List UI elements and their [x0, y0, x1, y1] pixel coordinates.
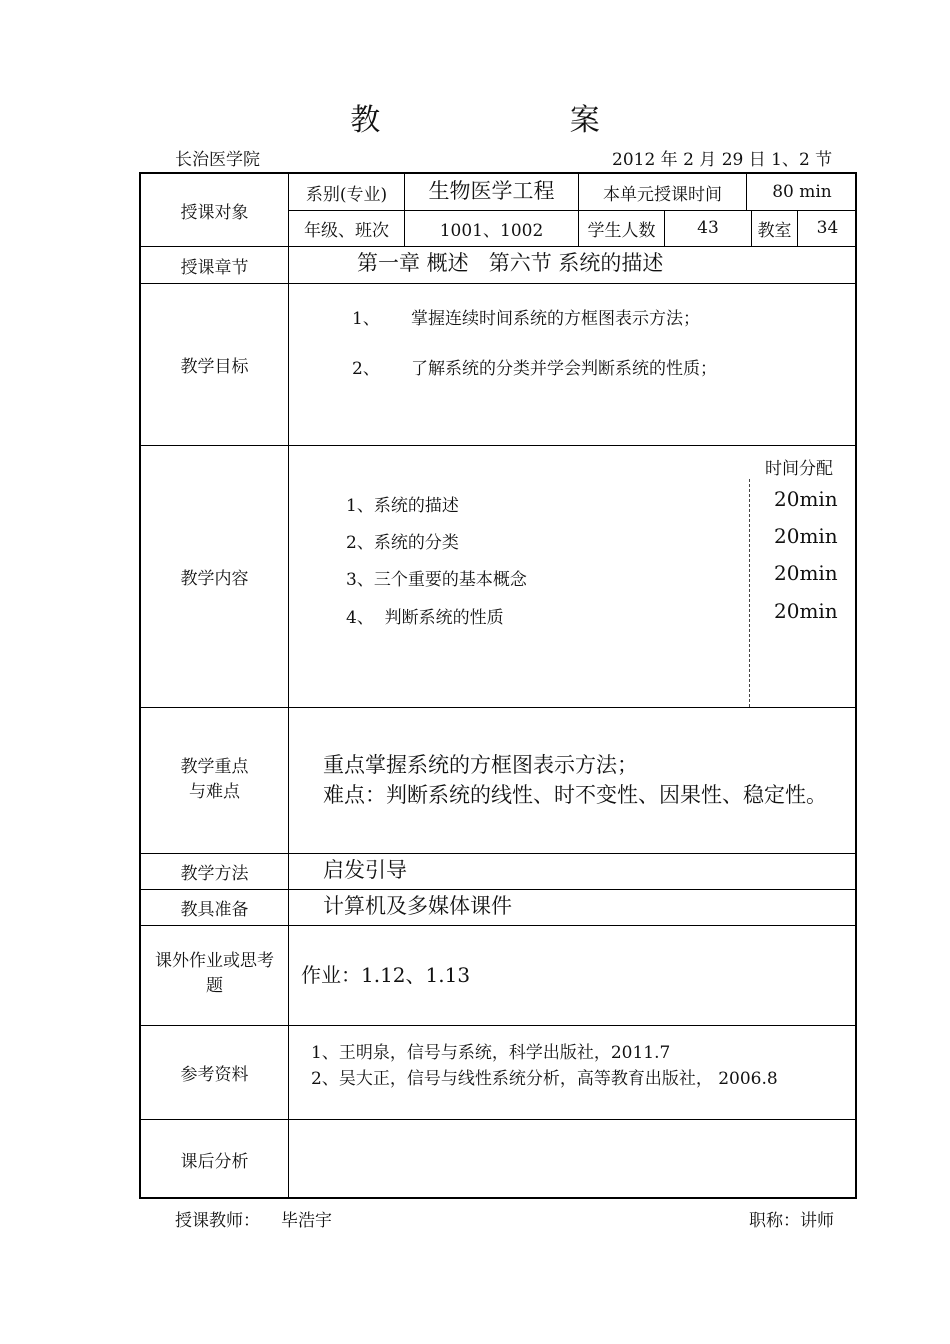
dept-value: 生物医学工程: [428, 179, 555, 203]
method-label: 教学方法: [180, 864, 249, 884]
dept-label: 系别(专业): [305, 184, 388, 205]
lesson-date: 2012 年 2 月 29 日 1、2 节: [612, 150, 833, 170]
unit-time-label: 本单元授课时间: [603, 184, 722, 205]
key-points-label-line1: 教学重点: [180, 757, 249, 777]
room-value: 34: [816, 218, 839, 238]
objective-2-num: 2、: [352, 359, 380, 379]
objective-1-text: 掌握连续时间系统的方框图表示方法；: [411, 309, 700, 329]
teacher-label: 授课教师：: [175, 1211, 260, 1231]
class-value: 1001、1002: [439, 220, 544, 241]
students-label: 学生人数: [587, 220, 656, 241]
content-item-1: 1、系统的描述: [346, 496, 459, 516]
chapter-value: 第一章 概述 第六节 系统的描述: [357, 251, 664, 275]
references-label: 参考资料: [180, 1065, 249, 1085]
objective-1-num: 1、: [352, 309, 380, 329]
reference-1: 1、王明泉，信号与系统，科学出版社，2011.7: [311, 1043, 671, 1063]
lesson-plan-table: [139, 172, 857, 1199]
tools-label: 教具准备: [180, 900, 249, 920]
key-points-label: [141, 755, 288, 805]
content-item-3: 3、三个重要的基本概念: [346, 570, 527, 590]
analysis-label: 课后分析: [180, 1152, 249, 1172]
tools-value: 计算机及多媒体课件: [323, 894, 512, 918]
content-item-4: 4、 判断系统的性质: [346, 608, 504, 628]
teacher-name: 毕浩宇: [281, 1211, 332, 1231]
content-item-2: 2、系统的分类: [346, 533, 459, 553]
time-header: 时间分配: [765, 459, 833, 479]
key-points-label-line2: 与难点: [189, 782, 240, 802]
content-time-1: 20min: [774, 487, 838, 511]
key-points-line1: 重点掌握系统的方框图表示方法；: [323, 753, 638, 777]
objective-2-text: 了解系统的分类并学会判断系统的性质；: [411, 359, 717, 379]
school-name: 长治医学院: [175, 150, 260, 170]
chapter-label: 授课章节: [180, 257, 249, 278]
objectives-label: 教学目标: [180, 357, 249, 377]
homework-value: 作业：1.12、1.13: [301, 963, 471, 987]
teacher-rank: 职称：讲师: [749, 1211, 834, 1231]
page-title: 教 案: [350, 103, 690, 138]
content-time-3: 20min: [774, 561, 838, 585]
content-label: 教学内容: [180, 569, 249, 589]
method-value: 启发引导: [323, 858, 407, 882]
reference-2: 2、吴大正，信号与线性系统分析，高等教育出版社， 2006.8: [311, 1069, 778, 1089]
audience-label: 授课对象: [180, 202, 249, 223]
class-label: 年级、班次: [304, 220, 389, 241]
room-label: 教室: [757, 220, 792, 241]
content-time-4: 20min: [774, 599, 838, 623]
unit-time-value: 80 min: [772, 182, 832, 202]
content-time-2: 20min: [774, 524, 838, 548]
homework-label-line1: 课外作业或思考: [155, 951, 274, 971]
students-value: 43: [697, 218, 719, 238]
homework-label-line2: 题: [206, 976, 223, 996]
key-points-line2: 难点：判断系统的线性、时不变性、因果性、稳定性。: [323, 783, 827, 807]
homework-label: [141, 949, 288, 999]
